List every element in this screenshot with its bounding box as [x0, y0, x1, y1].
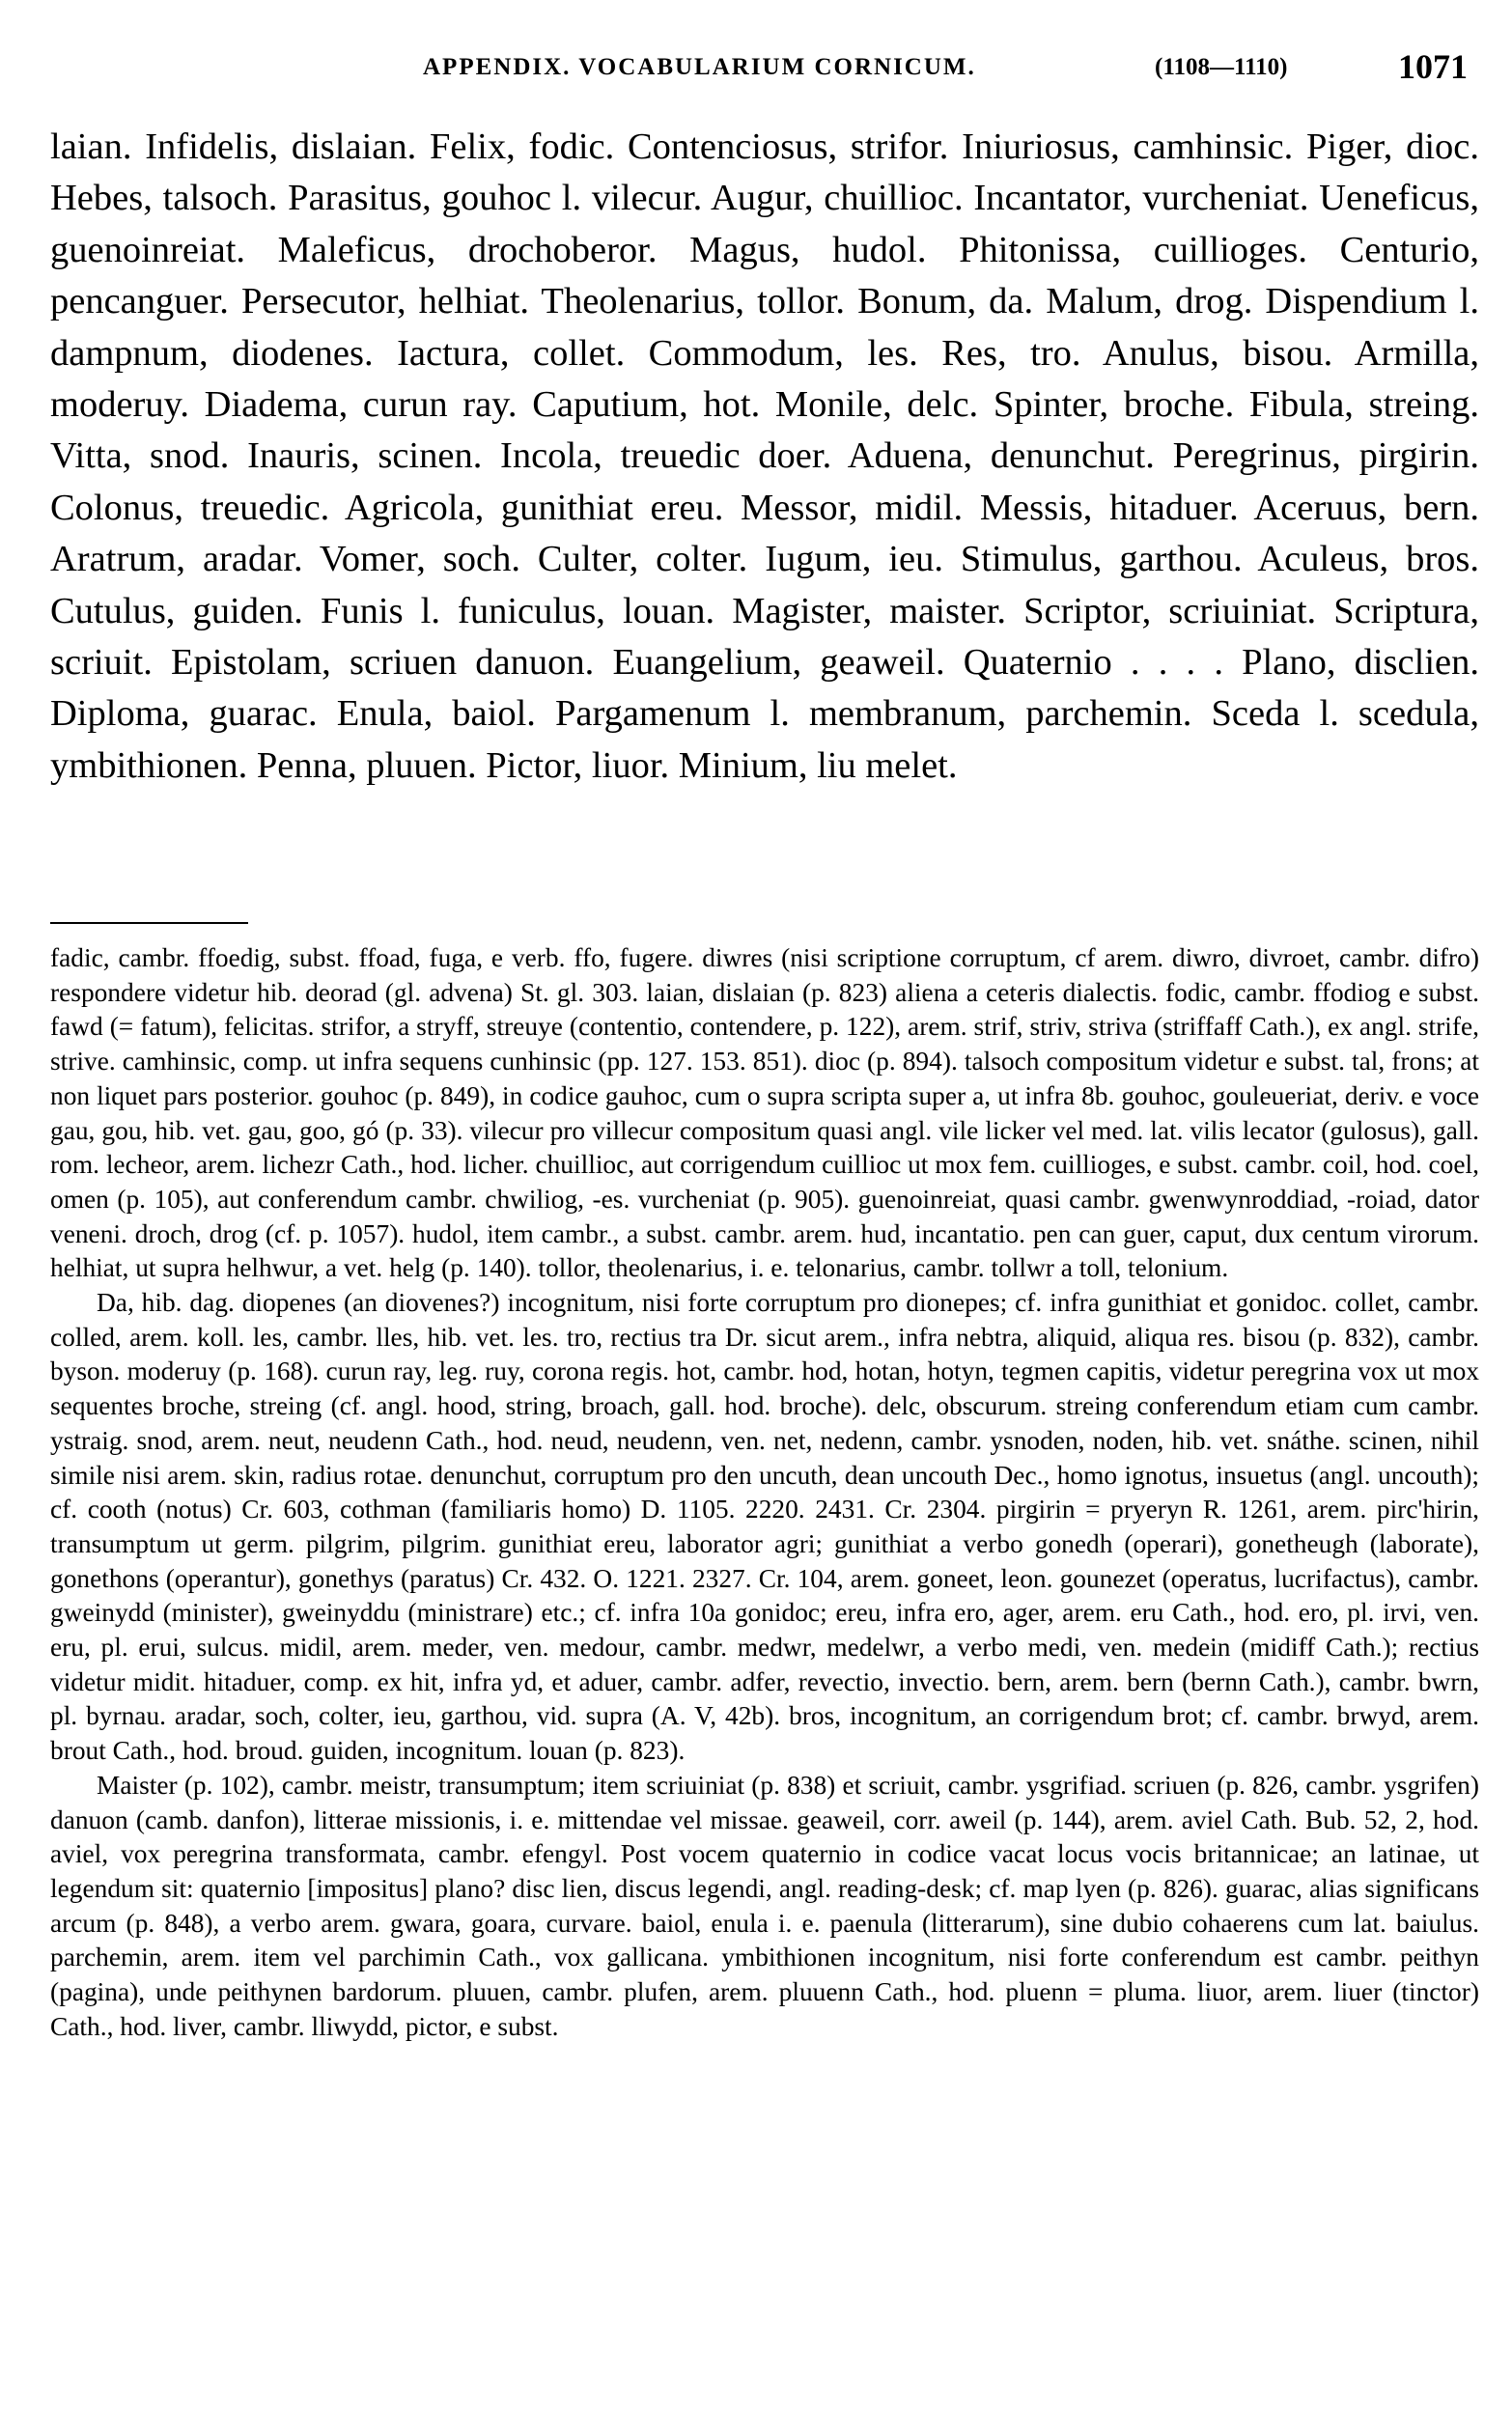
footnote-rule [50, 922, 248, 924]
footnote-paragraph: Maister (p. 102), cambr. meistr, transumptum; item scriuiniat (p. 838) et scriuit, cambr. ysgrifiad. scriuen (p. 826, cambr. ysgrifen) danuon (camb. danfon), litterae missionis, i. e. mittendae vel missae. geaweil, corr. aweil (p. 144), arem. aviel Cath. Bub. 52, 2, hod. aviel, vox peregrina transformata, cambr. efengyl. Post vocem quaternio in codice vacat locus vocis britannicae; an latinae, ut legendum sit: quaternio [impositus] plano? disc lien, discus legendi, angl. reading-desk; cf. map lyen (p. 826). guarac, alias significans arcum (p. 848), a verbo arem. gwara, goara, curvare. baiol, enula i. e. paenula (litterarum), sine dubio cohaerens cum lat. baiulus. parchemin, arem. item vel parchimin Cath., vox gallicana. ymbithionen incognitum, nisi forte conferendum est cambr. peithyn (pagina), unde peithynen bardorum. pluuen, cambr. plufen, arem. pluuenn Cath., hod. pluenn = pluma. liuor, arem. liuer (tinctor) Cath., hod. liver, cambr. lliwydd, pictor, e subst. [50, 1770, 1479, 2041]
footnote-paragraph: fadic, cambr. ffoedig, subst. ffoad, fuga, e verb. ffo, fugere. diwres (nisi scriptione corruptum, cf arem. diwro, divroet, cambr. difro) respondere videtur hib. deorad (gl. advena) St. gl. 303. laian, dislaian (p. 823) aliena a ceteris dialectis. fodic, cambr. ffodiog e subst. fawd (= fatum), felicitas. strifor, a stryff, streuye (contentio, contendere, p. 122), arem. strif, striv, striva (striffaff Cath.), ex angl. strife, strive. camhinsic, comp. ut infra sequens cunhinsic (pp. 127. 153. 851). dioc (p. 894). talsoch compositum videtur e subst. tal, frons; at non liquet pars posterior. gouhoc (p. 849), in codice gauhoc, cum o supra scripta super a, ut infra 8b. gouhoc, gouleueriat, deriv. e voce gau, gou, hib. vet. gau, goo, gó (p. 33). vilecur pro villecur compositum quasi angl. vile licker vel med. lat. vilis lecator (gulosus), gall. rom. lecheor, arem. lichezr Cath., hod. licher. chuillioc, aut corrigendum cuillioc ut mox fem. cuillioges, e subst. cambr. coil, hod. coel, omen (p. 105), aut conferendum cambr. chwiliog, -es. vurcheniat (p. 905). guenoinreiat, quasi cambr. gwenwynroddiad, -roiad, dator veneni. droch, drog (cf. p. 1057). hudol, item cambr., a subst. cambr. arem. hud, incantatio. pen can guer, caput, dux centum virorum. helhiat, ut supra helhwur, a vet. helg (p. 140). tollor, theolenarius, i. e. telonarius, cambr. tollwr a toll, telonium. [50, 943, 1479, 1283]
page-number: 1071 [1398, 47, 1468, 86]
running-header [0, 33, 1512, 91]
header-range: (1108—1110) [1155, 54, 1288, 80]
footnotes [50, 941, 1479, 2045]
vocabulary-entries [50, 122, 1479, 792]
header-title: APPENDIX. VOCABULARIUM CORNICUM. [423, 54, 976, 80]
main-text: laian. Infidelis, dislaian. Felix, fodic. Contenciosus, strifor. Iniuriosus, camhinsic. Piger, dioc. Hebes, talsoch. Parasitus, gouhoc l. vilecur. Augur, chuillioc. Incantator, vurcheniat. Ueneficus, guenoinreiat. Maleficus, drochoberor. Magus, hudol. Phitonissa, cuillioges. Centurio, pencanguer. Persecutor, helhiat. Theolenarius, tollor. Bonum, da. Malum, drog. Dispendium l. dampnum, diodenes. Iactura, collet. Commodum, les. Res, tro. Anulus, bisou. Armilla, moderuy. Diadema, curun ray. Caputium, hot. Monile, delc. Spinter, broche. Fibula, streing. Vitta, snod. Inauris, scinen. Incola, treuedic doer. Aduena, denunchut. Peregrinus, pirgirin. Colonus, treuedic. Agricola, gunithiat ereu. Messor, midil. Messis, hitaduer. Aceruus, bern. Aratrum, aradar. Vomer, soch. Culter, colter. Iugum, ieu. Stimulus, garthou. Aculeus, bros. Cutulus, guiden. Funis l. funiculus, louan. Magister, maister. Scriptor, scriuiniat. Scriptura, scriuit. Epistolam, scriuen danuon. Euangelium, geaweil. Quaternio . . . . Plano, disclien. Diploma, guarac. Enula, baiol. Pargamenum l. membranum, parchemin. Sceda l. scedula, ymbithionen. Penna, pluuen. Pictor, liuor. Minium, liu melet. [50, 126, 1479, 786]
footnote-paragraph: Da, hib. dag. diopenes (an diovenes?) incognitum, nisi forte corruptum pro dionepes; cf. infra gunithiat et gonidoc. collet, cambr. colled, arem. koll. les, cambr. lles, hib. vet. les. tro, rectius tra Dr. sicut arem., infra nebtra, aliquid, aliqua res. bisou (p. 832), cambr. byson. moderuy (p. 168). curun ray, leg. ruy, corona regis. hot, cambr. hod, hotan, hotyn, tegmen capitis, videtur peregrina vox ut mox sequentes broche, streing (cf. angl. hood, string, broach, gall. hod. broche). delc, obscurum. streing conferendum etiam cum cambr. ystraig. snod, arem. neut, neudenn Cath., hod. neud, neudenn, ven. net, nedenn, cambr. ysnoden, noden, hib. vet. snáthe. scinen, nihil simile nisi arem. skin, radius rotae. denunchut, corruptum pro den uncuth, dean uncouth Dec., homo ignotus, insuetus (angl. uncouth); cf. cooth (notus) Cr. 603, cothman (familiaris homo) D. 1105. 2220. 2431. Cr. 2304. pirgirin = pryeryn R. 1261, arem. pirc'hirin, transumptum ut germ. pilgrim, pilgrim. gunithiat ereu, laborator agri; gunithiat a verbo gonedh (operari), gonetheugh (laborate), gonethons (operantur), gonethys (paratus) Cr. 432. O. 1221. 2327. Cr. 104, arem. goneet, leon. gounezet (operatus, lucrifactus), cambr. gweinydd (minister), gweinyddu (ministrare) etc.; cf. infra 10a gonidoc; ereu, infra ero, ager, arem. eru Cath., hod. ero, pl. irvi, ven. eru, pl. erui, sulcus. midil, arem. meder, ven. medour, cambr. medwr, medelwr, a verbo medi, ven. medein (midiff Cath.); rectius videtur midit. hitaduer, comp. ex hit, infra yd, et aduer, cambr. adfer, revectio, invectio. bern, arem. bern (bernn Cath.), cambr. bwrn, pl. byrnau. aradar, soch, colter, ieu, garthou, vid. supra (A. V, 42b). bros, incognitum, an corrigendum brot; cf. cambr. brwyd, arem. brout Cath., hod. broud. guiden, incognitum. louan (p. 823). [50, 1288, 1479, 1766]
